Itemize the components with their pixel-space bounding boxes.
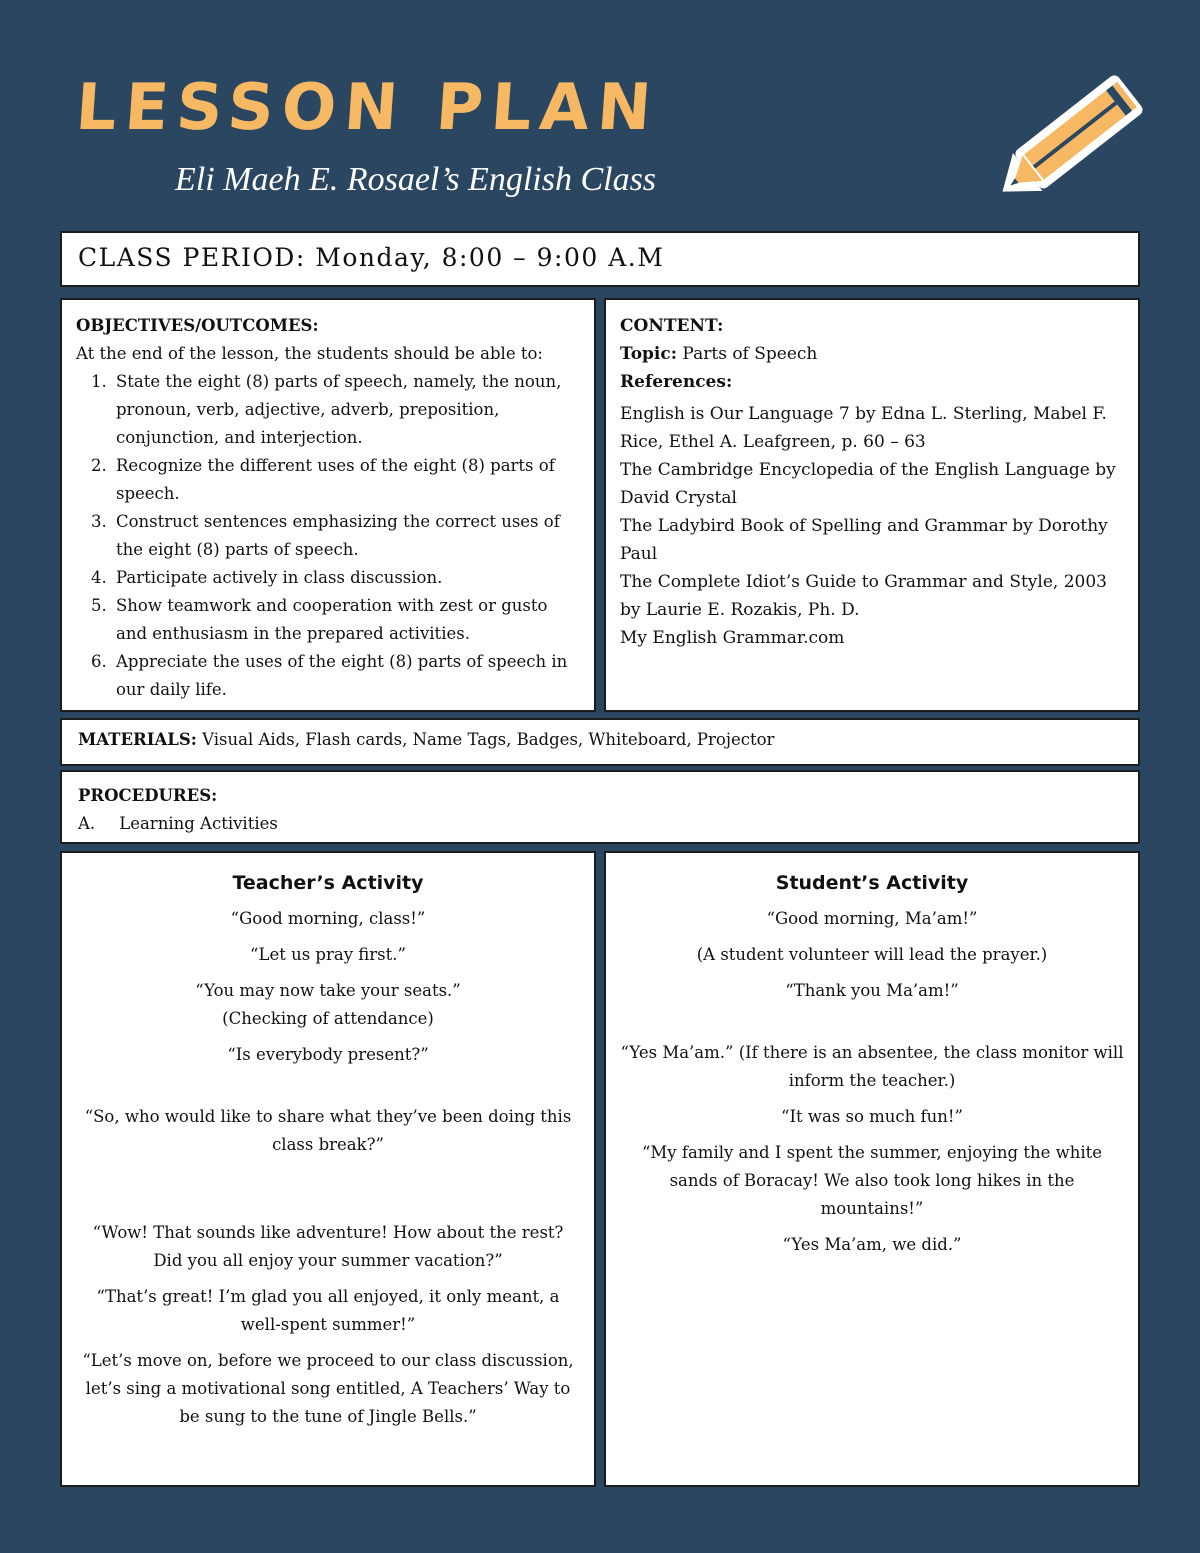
procedures-box	[60, 770, 1140, 844]
student-line: “Good morning, Ma’am!”	[766, 909, 978, 928]
student-line: “Thank you Ma’am!”	[785, 981, 959, 1000]
procedure-item	[78, 810, 1122, 838]
objectives-heading: OBJECTIVES/OUTCOMES:	[76, 316, 319, 335]
reference-item: The Ladybird Book of Spelling and Grammar by Dorothy Paul	[620, 516, 1108, 564]
class-period-value: Monday, 8:00 – 9:00 A.M	[315, 243, 665, 272]
teacher-line: “Let us pray first.”	[250, 945, 406, 964]
student-line: “It was so much fun!”	[781, 1107, 963, 1126]
objective-item: 5. Show teamwork and cooperation with zest or gusto and enthusiasm in the prepared activities.	[112, 592, 580, 648]
objective-item: 3. Construct sentences emphasizing the correct uses of the eight (8) parts of speech.	[112, 508, 580, 564]
teacher-line: “Is everybody present?”	[227, 1045, 429, 1064]
teacher-line: “You may now take your seats.”	[195, 981, 461, 1000]
teacher-line: (Checking of attendance)	[222, 1009, 434, 1028]
class-subtitle: Eli Maeh E. Rosael’s English Class	[175, 161, 657, 198]
reference-item: The Cambridge Encyclopedia of the English Language by David Crystal	[620, 460, 1116, 508]
objective-item: 4. Participate actively in class discussion.	[112, 564, 580, 592]
materials-value: Visual Aids, Flash cards, Name Tags, Badges, Whiteboard, Projector	[202, 730, 775, 749]
class-period-label: CLASS PERIOD:	[78, 243, 306, 272]
objective-item: 2. Recognize the different uses of the eight (8) parts of speech.	[112, 452, 580, 508]
student-line: “Yes Ma’am.” (If there is an absentee, the class monitor will inform the teacher.)	[620, 1043, 1124, 1090]
procedures-heading: PROCEDURES:	[78, 786, 218, 805]
references-label: References:	[620, 372, 733, 392]
teacher-line: “Wow! That sounds like adventure! How about the rest? Did you all enjoy your summer vacation?”	[92, 1223, 564, 1270]
objectives-intro: At the end of the lesson, the students should be able to:	[76, 344, 543, 363]
procedure-item-letter: A.	[78, 814, 96, 833]
teacher-activity-heading: Teacher’s Activity	[232, 872, 424, 894]
objective-item: 6. Appreciate the uses of the eight (8) parts of speech in our daily life.	[112, 648, 580, 704]
reference-item: The Complete Idiot’s Guide to Grammar and Style, 2003 by Laurie E. Rozakis, Ph. D.	[620, 572, 1107, 620]
topic-line	[620, 340, 1124, 368]
student-line: (A student volunteer will lead the prayer.)	[696, 945, 1048, 964]
teacher-line: “So, who would like to share what they’ve been doing this class break?”	[84, 1107, 572, 1154]
content-box	[604, 298, 1140, 712]
materials-box	[60, 718, 1140, 766]
objective-item: 1. State the eight (8) parts of speech, namely, the noun, pronoun, verb, adjective, adverb, preposition, conjunction, and interjection.	[112, 368, 580, 452]
class-period-box	[60, 231, 1140, 287]
topic-label: Topic:	[620, 344, 678, 364]
objectives-box	[60, 298, 596, 712]
reference-item: English is Our Language 7 by Edna L. Sterling, Mabel F. Rice, Ethel A. Leafgreen, p. 60 – 63	[620, 404, 1107, 452]
content-heading: CONTENT:	[620, 316, 724, 336]
page-title: LESSON PLAN	[73, 71, 662, 145]
objectives-list	[76, 368, 580, 704]
materials-label: MATERIALS:	[78, 730, 197, 749]
student-line: “Yes Ma’am, we did.”	[782, 1235, 962, 1254]
teacher-line: “Let’s move on, before we proceed to our class discussion, let’s sing a motivational song entitled, A Teachers’ Way to be sung to the tune of Jingle Bells.”	[82, 1351, 574, 1426]
student-activity-box	[604, 851, 1140, 1487]
teacher-line: “Good morning, class!”	[230, 909, 426, 928]
student-activity-heading: Student’s Activity	[775, 872, 969, 894]
procedure-item-label: Learning Activities	[119, 814, 278, 833]
pencil-icon	[990, 60, 1160, 210]
student-line: “My family and I spent the summer, enjoying the white sands of Boracay! We also took long hikes in the mountains!”	[641, 1143, 1103, 1218]
reference-item: My English Grammar.com	[620, 628, 845, 648]
topic-value: Parts of Speech	[682, 344, 818, 364]
teacher-activity-box	[60, 851, 596, 1487]
teacher-line: “That’s great! I’m glad you all enjoyed, it only meant, a well-spent summer!”	[96, 1287, 560, 1334]
